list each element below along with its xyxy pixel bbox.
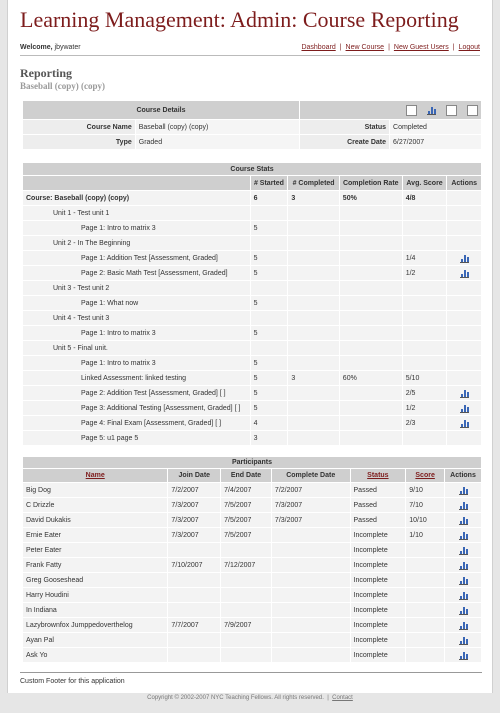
user-bar xyxy=(20,44,480,56)
stats-row-score xyxy=(403,281,447,295)
participant-score: 1/10 xyxy=(406,528,444,542)
stats-col-score: Avg. Score xyxy=(403,176,447,190)
participant-chart-icon[interactable] xyxy=(459,531,468,540)
participant-join-date: 7/7/2007 xyxy=(168,618,220,632)
participant-chart-icon[interactable] xyxy=(459,651,468,660)
participant-name: In Indiana xyxy=(23,603,167,617)
participant-row xyxy=(23,648,481,662)
stats-row-actions xyxy=(447,251,481,265)
participant-score xyxy=(406,618,444,632)
participant-name: David Dukakis xyxy=(23,513,167,527)
participant-actions xyxy=(445,633,481,647)
participant-name: Lazybrownfox Jumppedoverthelog xyxy=(23,618,167,632)
stats-chart-icon[interactable] xyxy=(460,419,469,428)
participant-actions xyxy=(445,603,481,617)
stats-row-score xyxy=(403,431,447,445)
stats-row xyxy=(23,281,481,295)
stats-row-started xyxy=(251,236,288,250)
stats-row-actions xyxy=(447,206,481,220)
course-stats-table xyxy=(22,162,482,446)
participant-actions xyxy=(445,648,481,662)
participant-name: Harry Houdini xyxy=(23,588,167,602)
stats-row-actions xyxy=(447,236,481,250)
stats-row-score: 1/4 xyxy=(403,251,447,265)
welcome-text xyxy=(20,44,81,51)
participants-table xyxy=(22,456,482,663)
stats-row-completed: 3 xyxy=(288,191,338,205)
participant-score: 9/10 xyxy=(406,483,444,497)
participant-score xyxy=(406,573,444,587)
participant-row xyxy=(23,573,481,587)
stats-row-completed xyxy=(288,341,338,355)
stats-row xyxy=(23,401,481,415)
sort-status-link[interactable] xyxy=(351,469,406,482)
stats-row-rate xyxy=(340,296,402,310)
stats-row-name: Page 2: Addition Test [Assessment, Graded] [ ] xyxy=(23,386,250,400)
participant-join-date xyxy=(168,588,220,602)
participant-complete-date: 7/2/2007 xyxy=(272,483,350,497)
participant-status: Incomplete xyxy=(351,648,406,662)
stats-row-rate xyxy=(340,341,402,355)
participant-row xyxy=(23,543,481,557)
participant-actions xyxy=(445,513,481,527)
course-details-table xyxy=(22,100,482,150)
participant-row xyxy=(23,483,481,497)
custom-footer: Custom Footer for this application xyxy=(20,672,482,685)
stats-row-started: 5 xyxy=(251,371,288,385)
participant-end-date xyxy=(221,648,271,662)
create-date-label: Create Date xyxy=(300,135,389,149)
stats-row xyxy=(23,266,481,280)
stats-row-rate xyxy=(340,401,402,415)
copy-icon[interactable] xyxy=(446,105,457,116)
participant-actions xyxy=(445,483,481,497)
stats-row xyxy=(23,221,481,235)
stats-row-actions xyxy=(447,431,481,445)
stats-row-started: 5 xyxy=(251,221,288,235)
stats-row xyxy=(23,191,481,205)
sort-name-label[interactable]: Name xyxy=(85,472,105,479)
stats-row-rate xyxy=(340,251,402,265)
participant-chart-icon[interactable] xyxy=(459,501,468,510)
participant-complete-date xyxy=(272,573,350,587)
stats-row-actions xyxy=(447,311,481,325)
stats-row-completed xyxy=(288,401,338,415)
stats-row-score xyxy=(403,206,447,220)
stats-row-started: 5 xyxy=(251,401,288,415)
nav-dashboard-link[interactable]: Dashboard xyxy=(301,44,336,51)
stats-row-started: 5 xyxy=(251,326,288,340)
participant-row xyxy=(23,633,481,647)
part-col-complete: Complete Date xyxy=(272,469,350,482)
participant-row xyxy=(23,528,481,542)
participant-complete-date xyxy=(272,588,350,602)
participant-join-date: 7/3/2007 xyxy=(168,513,220,527)
stats-row-rate xyxy=(340,386,402,400)
page-title: Reporting xyxy=(20,66,72,80)
stats-row-score xyxy=(403,341,447,355)
stats-row-started xyxy=(251,281,288,295)
stats-row-name: Page 1: Intro to matrix 3 xyxy=(23,326,250,340)
edit-icon[interactable] xyxy=(406,105,417,116)
create-date-value: 6/27/2007 xyxy=(390,135,481,149)
stats-row-actions xyxy=(447,296,481,310)
stats-row-started: 3 xyxy=(251,431,288,445)
part-col-join: Join Date xyxy=(168,469,220,482)
stats-row-completed xyxy=(288,356,338,370)
stats-row-score xyxy=(403,296,447,310)
stats-row-started: 5 xyxy=(251,266,288,280)
participant-complete-date xyxy=(272,633,350,647)
participant-score: 7/10 xyxy=(406,498,444,512)
stats-row-started: 6 xyxy=(251,191,288,205)
participant-complete-date: 7/3/2007 xyxy=(272,498,350,512)
participant-end-date xyxy=(221,573,271,587)
stats-row xyxy=(23,236,481,250)
participant-status: Incomplete xyxy=(351,588,406,602)
participant-row xyxy=(23,603,481,617)
participant-join-date: 7/3/2007 xyxy=(168,528,220,542)
participant-chart-icon[interactable] xyxy=(459,561,468,570)
page-container xyxy=(7,0,493,693)
participant-chart-icon[interactable] xyxy=(459,621,468,630)
stats-row-name: Page 1: What now xyxy=(23,296,250,310)
stats-row-completed xyxy=(288,281,338,295)
stats-row-completed xyxy=(288,431,338,445)
participant-score xyxy=(406,648,444,662)
stats-row-actions xyxy=(447,326,481,340)
welcome-label: Welcome, xyxy=(20,44,53,51)
stats-row xyxy=(23,296,481,310)
participant-name: Frank Fatty xyxy=(23,558,167,572)
stats-row-started xyxy=(251,311,288,325)
participants-header: Participants xyxy=(23,457,481,468)
stats-row-name: Unit 3 - Test unit 2 xyxy=(23,281,250,295)
participant-end-date xyxy=(221,603,271,617)
course-name-value: Baseball (copy) (copy) xyxy=(136,120,299,134)
stats-row xyxy=(23,431,481,445)
stats-chart-icon[interactable] xyxy=(460,404,469,413)
participant-chart-icon[interactable] xyxy=(459,546,468,555)
stats-row xyxy=(23,326,481,340)
participant-status: Incomplete xyxy=(351,603,406,617)
stats-row-score: 4/8 xyxy=(403,191,447,205)
stats-row-completed xyxy=(288,206,338,220)
export-icon[interactable] xyxy=(467,105,478,116)
nav-logout-link[interactable]: Logout xyxy=(458,44,480,51)
participant-score xyxy=(406,633,444,647)
page-subtitle: Baseball (copy) (copy) xyxy=(20,81,105,91)
participant-actions xyxy=(445,573,481,587)
stats-row-started: 5 xyxy=(251,356,288,370)
stats-row-completed xyxy=(288,326,338,340)
participant-chart-icon[interactable] xyxy=(459,486,468,495)
participant-end-date xyxy=(221,588,271,602)
stats-row xyxy=(23,311,481,325)
participant-score xyxy=(406,588,444,602)
participant-status: Incomplete xyxy=(351,558,406,572)
stats-row-actions xyxy=(447,341,481,355)
stats-row-rate: 60% xyxy=(340,371,402,385)
participant-name: Big Dog xyxy=(23,483,167,497)
participant-join-date xyxy=(168,543,220,557)
stats-row-score xyxy=(403,326,447,340)
participant-actions xyxy=(445,498,481,512)
stats-chart-icon[interactable] xyxy=(460,269,469,278)
stats-row xyxy=(23,371,481,385)
stats-row xyxy=(23,251,481,265)
participant-status: Passed xyxy=(351,498,406,512)
participant-status: Incomplete xyxy=(351,543,406,557)
sort-name-link[interactable] xyxy=(23,469,167,482)
stats-chart-icon[interactable] xyxy=(460,389,469,398)
participant-actions xyxy=(445,588,481,602)
participant-row xyxy=(23,588,481,602)
stats-row-score xyxy=(403,311,447,325)
stats-row-actions xyxy=(447,416,481,430)
type-value: Graded xyxy=(136,135,299,149)
nav-new-guest-users-link[interactable]: New Guest Users xyxy=(393,44,449,51)
participant-join-date xyxy=(168,603,220,617)
stats-chart-icon[interactable] xyxy=(460,254,469,263)
stats-row-name: Page 3: Additional Testing [Assessment, Graded] [ ] xyxy=(23,401,250,415)
sort-status-label[interactable]: Status xyxy=(367,472,389,479)
stats-row xyxy=(23,356,481,370)
participant-end-date: 7/9/2007 xyxy=(221,618,271,632)
stats-row-started: 5 xyxy=(251,251,288,265)
course-name-label: Course Name xyxy=(23,120,135,134)
stats-row-actions xyxy=(447,386,481,400)
participant-score xyxy=(406,543,444,557)
participant-chart-icon[interactable] xyxy=(459,576,468,585)
stats-row-completed xyxy=(288,386,338,400)
stats-row-name: Unit 5 - Final unit. xyxy=(23,341,250,355)
stats-row-started: 5 xyxy=(251,296,288,310)
participant-actions xyxy=(445,543,481,557)
participant-name: Peter Eater xyxy=(23,543,167,557)
participant-end-date xyxy=(221,633,271,647)
participant-join-date xyxy=(168,648,220,662)
stats-row-rate xyxy=(340,266,402,280)
copyright-text: Copyright © 2002-2007 NYC Teaching Fellows. All rights reserved. xyxy=(147,695,324,701)
stats-col-blank xyxy=(23,176,250,190)
stats-row-name: Page 1: Addition Test [Assessment, Graded] xyxy=(23,251,250,265)
course-stats-header: Course Stats xyxy=(23,163,481,175)
report-chart-icon[interactable] xyxy=(427,106,436,115)
stats-row-score: 2/5 xyxy=(403,386,447,400)
stats-col-started: # Started xyxy=(251,176,288,190)
username: jbywater xyxy=(54,44,81,51)
participant-chart-icon[interactable] xyxy=(459,591,468,600)
stats-row-rate xyxy=(340,356,402,370)
stats-row-started xyxy=(251,341,288,355)
part-col-actions: Actions xyxy=(445,469,481,482)
participant-complete-date xyxy=(272,618,350,632)
sort-score-link[interactable] xyxy=(406,469,444,482)
stats-row-score: 2/3 xyxy=(403,416,447,430)
participant-end-date xyxy=(221,543,271,557)
status-label: Status xyxy=(300,120,389,134)
participant-status: Passed xyxy=(351,483,406,497)
stats-row-score xyxy=(403,356,447,370)
stats-row-actions xyxy=(447,221,481,235)
stats-row-name: Unit 2 - In The Beginning xyxy=(23,236,250,250)
participant-chart-icon[interactable] xyxy=(459,636,468,645)
site-title: Learning Management: Admin: Course Reporting xyxy=(20,7,459,32)
participant-row xyxy=(23,558,481,572)
participant-complete-date xyxy=(272,603,350,617)
course-details-header: Course Details xyxy=(23,101,299,119)
stats-row-completed xyxy=(288,221,338,235)
stats-row-rate xyxy=(340,311,402,325)
stats-row-rate xyxy=(340,206,402,220)
participant-name: Ask Yo xyxy=(23,648,167,662)
stats-row-completed xyxy=(288,311,338,325)
stats-row-actions xyxy=(447,356,481,370)
participant-actions xyxy=(445,528,481,542)
part-col-end: End Date xyxy=(221,469,271,482)
stats-row-score: 1/2 xyxy=(403,401,447,415)
participant-end-date: 7/5/2007 xyxy=(221,498,271,512)
stats-col-rate: Completion Rate xyxy=(340,176,402,190)
stats-row-name: Page 5: u1 page 5 xyxy=(23,431,250,445)
stats-row-rate xyxy=(340,326,402,340)
stats-row-rate xyxy=(340,221,402,235)
sort-score-label[interactable]: Score xyxy=(415,472,435,479)
participant-join-date: 7/3/2007 xyxy=(168,498,220,512)
stats-row-completed xyxy=(288,416,338,430)
contact-link[interactable]: Contact xyxy=(332,695,353,701)
stats-row-rate xyxy=(340,416,402,430)
stats-row-actions xyxy=(447,266,481,280)
stats-col-actions: Actions xyxy=(447,176,481,190)
participant-chart-icon[interactable] xyxy=(459,606,468,615)
stats-row-score: 1/2 xyxy=(403,266,447,280)
participant-status: Incomplete xyxy=(351,528,406,542)
participant-actions xyxy=(445,618,481,632)
participant-name: Greg Gooseshead xyxy=(23,573,167,587)
copyright-bar: Copyright © 2002-2007 NYC Teaching Fellows. All rights reserved. | Contact xyxy=(147,695,353,701)
stats-row-actions xyxy=(447,281,481,295)
stats-row-score: 5/10 xyxy=(403,371,447,385)
participant-join-date: 7/10/2007 xyxy=(168,558,220,572)
participant-end-date: 7/12/2007 xyxy=(221,558,271,572)
participant-complete-date xyxy=(272,528,350,542)
stats-row-name: Linked Assessment: linked testing xyxy=(23,371,250,385)
participant-status: Passed xyxy=(351,513,406,527)
participant-name: C Drizzle xyxy=(23,498,167,512)
stats-row-rate xyxy=(340,431,402,445)
participant-join-date xyxy=(168,633,220,647)
stats-row xyxy=(23,206,481,220)
participant-score: 10/10 xyxy=(406,513,444,527)
participant-actions xyxy=(445,558,481,572)
stats-row-started: 5 xyxy=(251,386,288,400)
participant-row xyxy=(23,618,481,632)
stats-row-actions xyxy=(447,371,481,385)
stats-row-completed: 3 xyxy=(288,371,338,385)
stats-row-name: Course: Baseball (copy) (copy) xyxy=(23,191,250,205)
participant-end-date: 7/5/2007 xyxy=(221,528,271,542)
stats-row-name: Unit 4 - Test unit 3 xyxy=(23,311,250,325)
details-toolbar xyxy=(300,101,481,119)
stats-col-completed: # Completed xyxy=(288,176,338,190)
stats-row-rate: 50% xyxy=(340,191,402,205)
stats-row-completed xyxy=(288,236,338,250)
participant-name: Ernie Eater xyxy=(23,528,167,542)
stats-row xyxy=(23,341,481,355)
stats-row-rate xyxy=(340,281,402,295)
participant-complete-date xyxy=(272,648,350,662)
participant-join-date xyxy=(168,573,220,587)
stats-row-completed xyxy=(288,296,338,310)
stats-row-actions xyxy=(447,191,481,205)
stats-row-completed xyxy=(288,251,338,265)
type-label: Type xyxy=(23,135,135,149)
participant-row xyxy=(23,498,481,512)
stats-row-actions xyxy=(447,401,481,415)
participant-score xyxy=(406,603,444,617)
participant-name: Ayan Pal xyxy=(23,633,167,647)
stats-row-name: Page 2: Basic Math Test [Assessment, Graded] xyxy=(23,266,250,280)
top-nav: Dashboard | New Course | New Guest Users | Logout xyxy=(301,44,480,51)
participant-status: Incomplete xyxy=(351,618,406,632)
participant-complete-date xyxy=(272,543,350,557)
participant-end-date: 7/4/2007 xyxy=(221,483,271,497)
status-value: Completed xyxy=(390,120,481,134)
stats-row-name: Page 1: Intro to matrix 3 xyxy=(23,356,250,370)
participant-score xyxy=(406,558,444,572)
stats-row-name: Page 4: Final Exam [Assessment, Graded] [ ] xyxy=(23,416,250,430)
participant-status: Incomplete xyxy=(351,573,406,587)
participant-join-date: 7/2/2007 xyxy=(168,483,220,497)
participant-row xyxy=(23,513,481,527)
participant-complete-date xyxy=(272,558,350,572)
participant-chart-icon[interactable] xyxy=(459,516,468,525)
stats-row xyxy=(23,386,481,400)
participant-end-date: 7/5/2007 xyxy=(221,513,271,527)
stats-row-started xyxy=(251,206,288,220)
stats-row-completed xyxy=(288,266,338,280)
participant-complete-date: 7/3/2007 xyxy=(272,513,350,527)
stats-row-score xyxy=(403,221,447,235)
stats-row-name: Unit 1 - Test unit 1 xyxy=(23,206,250,220)
stats-row-rate xyxy=(340,236,402,250)
stats-row-name: Page 1: Intro to matrix 3 xyxy=(23,221,250,235)
stats-row xyxy=(23,416,481,430)
nav-new-course-link[interactable]: New Course xyxy=(345,44,385,51)
stats-row-score xyxy=(403,236,447,250)
participant-status: Incomplete xyxy=(351,633,406,647)
stats-row-started: 4 xyxy=(251,416,288,430)
